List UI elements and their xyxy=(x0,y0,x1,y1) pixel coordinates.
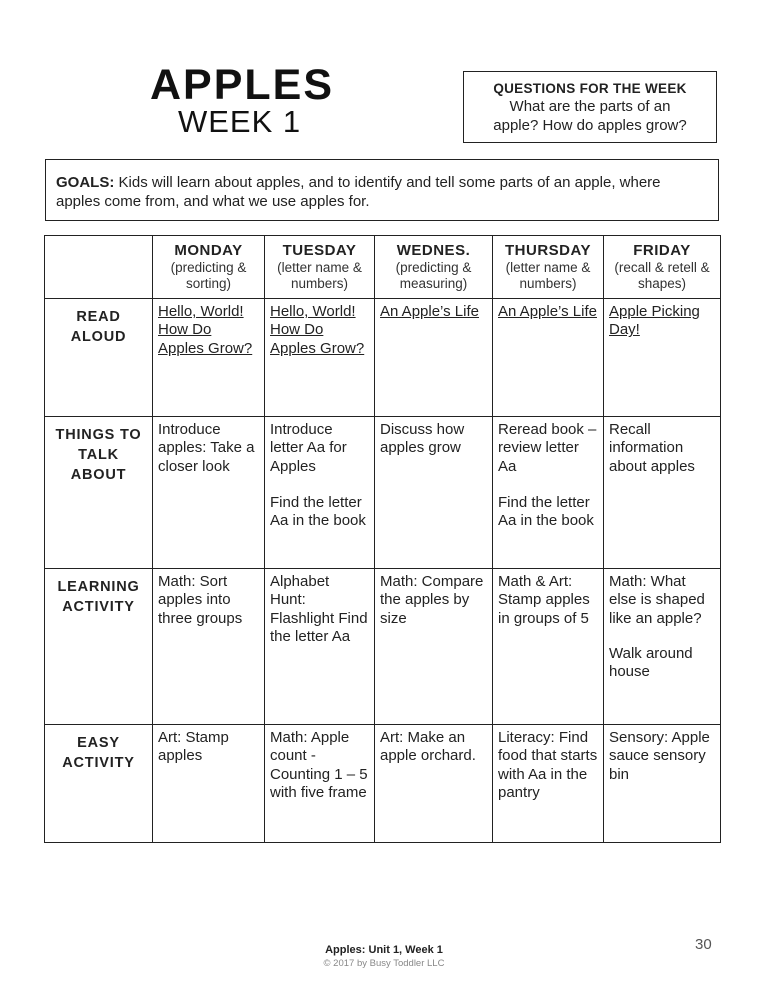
cell-text: Art: Stamp apples xyxy=(158,729,229,765)
weekly-plan-table xyxy=(44,235,721,843)
day-header-tuesday xyxy=(265,236,375,299)
read-aloud-thursday xyxy=(493,299,604,417)
read-aloud-friday xyxy=(604,299,721,417)
day-name: THURSDAY xyxy=(505,242,591,259)
questions-heading: QUESTIONS FOR THE WEEK xyxy=(493,81,687,96)
talk-friday xyxy=(604,417,721,569)
goals-label: GOALS: xyxy=(56,174,115,191)
cell-text: Find the letter Aa in the book xyxy=(270,493,366,530)
cell-text: Literacy: Find food that starts with Aa in the pantry xyxy=(498,729,598,801)
easy-monday xyxy=(153,725,265,843)
row-label-read-aloud: READ ALOUD xyxy=(45,299,153,417)
talk-tuesday xyxy=(265,417,375,569)
day-name: TUESDAY xyxy=(282,242,357,259)
day-header-friday xyxy=(604,236,721,299)
page-title: APPLES xyxy=(150,61,335,109)
table-corner-cell xyxy=(45,236,153,299)
cell-text: Alphabet Hunt: Flashlight Find the letter Aa xyxy=(270,573,368,645)
cell-text: Discuss how apples grow xyxy=(380,421,465,457)
table-row-easy-activity xyxy=(45,725,721,843)
table-row-things-to-talk-about xyxy=(45,417,721,569)
read-aloud-monday xyxy=(153,299,265,417)
easy-wednesday xyxy=(375,725,493,843)
day-header-wednesday xyxy=(375,236,493,299)
learning-monday xyxy=(153,569,265,725)
talk-monday xyxy=(153,417,265,569)
cell-text: Recall information about apples xyxy=(609,421,695,475)
cell-text: Math: Sort apples into three groups xyxy=(158,573,243,627)
day-header-monday xyxy=(153,236,265,299)
row-label-easy-activity: EASY ACTIVITY xyxy=(45,725,153,843)
learning-thursday xyxy=(493,569,604,725)
row-label-learning-activity: LEARNING ACTIVITY xyxy=(45,569,153,725)
day-focus: (recall & retell & shapes) xyxy=(614,260,710,292)
cell-text: Math: What else is shaped like an apple? xyxy=(609,573,705,627)
talk-wednesday xyxy=(375,417,493,569)
learning-tuesday xyxy=(265,569,375,725)
cell-text: Introduce letter Aa for Apples xyxy=(270,421,347,475)
day-focus: (predicting & sorting) xyxy=(170,260,247,292)
goals-box xyxy=(45,159,719,221)
book-link[interactable]: Hello, World! How Do Apples Grow? xyxy=(158,303,253,357)
learning-friday xyxy=(604,569,721,725)
footer-title: Apples: Unit 1, Week 1 xyxy=(325,944,443,956)
day-name: FRIDAY xyxy=(633,242,691,259)
day-name: WEDNES. xyxy=(396,242,471,259)
cell-text: Math: Compare the apples by size xyxy=(380,573,484,627)
page-number: 30 xyxy=(695,936,712,953)
table-row-learning-activity xyxy=(45,569,721,725)
page-subtitle: WEEK 1 xyxy=(178,104,302,139)
questions-text: What are the parts of an apple? How do apples grow? xyxy=(493,98,687,134)
book-link[interactable]: Apple Picking Day! xyxy=(609,303,700,339)
cell-text: Math: Apple count - Counting 1 – 5 with five frame xyxy=(270,729,368,801)
footer-copyright: © 2017 by Busy Toddler LLC xyxy=(323,958,445,969)
cell-text: Find the letter Aa in the book xyxy=(498,493,594,530)
day-focus: (letter name & numbers) xyxy=(277,260,362,292)
day-focus: (predicting & measuring) xyxy=(395,260,472,292)
talk-thursday xyxy=(493,417,604,569)
day-header-thursday xyxy=(493,236,604,299)
book-link[interactable]: Hello, World! How Do Apples Grow? xyxy=(270,303,365,357)
cell-text: Sensory: Apple sauce sensory bin xyxy=(609,729,710,783)
day-focus: (letter name & numbers) xyxy=(505,260,591,292)
learning-wednesday xyxy=(375,569,493,725)
read-aloud-tuesday xyxy=(265,299,375,417)
cell-text: Reread book – review letter Aa xyxy=(498,421,597,475)
read-aloud-wednesday xyxy=(375,299,493,417)
book-link[interactable]: An Apple’s Life xyxy=(498,303,597,320)
book-link[interactable]: An Apple’s Life xyxy=(380,303,479,320)
easy-friday xyxy=(604,725,721,843)
goals-text: Kids will learn about apples, and to identify and tell some parts of an apple, where apples come from, and what we use apples for. xyxy=(56,174,661,210)
day-name: MONDAY xyxy=(174,242,243,259)
cell-text: Art: Make an apple orchard. xyxy=(380,729,476,765)
row-label-things-to-talk-about: THINGS TO TALK ABOUT xyxy=(45,417,153,569)
cell-text: Walk around house xyxy=(609,644,693,681)
cell-text: Introduce apples: Take a closer look xyxy=(158,421,255,475)
table-header-row xyxy=(45,236,721,299)
table-row-read-aloud xyxy=(45,299,721,417)
easy-tuesday xyxy=(265,725,375,843)
cell-text: Math & Art: Stamp apples in groups of 5 xyxy=(498,573,590,627)
questions-box xyxy=(463,71,717,143)
easy-thursday xyxy=(493,725,604,843)
